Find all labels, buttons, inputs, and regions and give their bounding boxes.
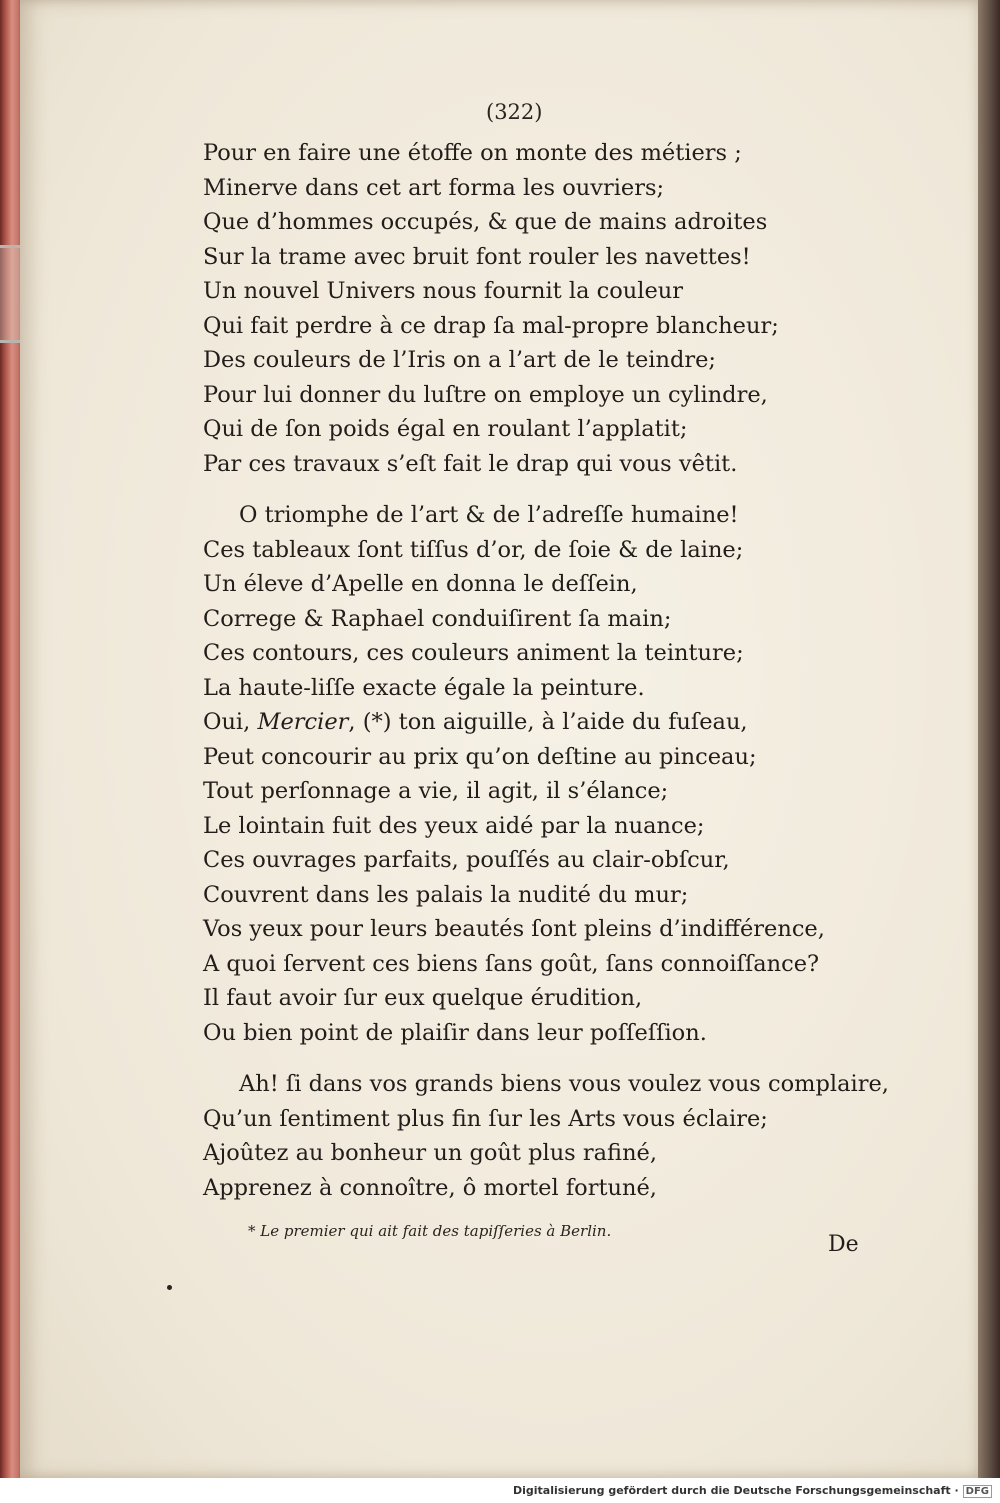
verse-line: Qui fait perdre à ce drap ſa mal-propre blancheur;: [203, 312, 779, 339]
verse-line: A quoi ſervent ces biens ſans goût, ſans connoiſſance?: [203, 950, 820, 977]
verse-line: Correge & Raphael conduiſirent ſa main;: [203, 605, 672, 632]
mercier-name: Mercier: [257, 709, 349, 735]
verse-line: Que d’hommes occupés, & que de mains adroites: [203, 209, 768, 235]
verse-line: Ou bien point de plaiſir dans leur poſſeſſion.: [203, 1019, 707, 1046]
credit-text: Digitalisierung gefördert durch die Deutsche Forschungsgemeinschaft ·: [512, 1484, 959, 1497]
book-page-edges: [0, 0, 22, 1478]
verse-line: Ces contours, ces couleurs animent la teinture;: [203, 640, 744, 666]
verse-line: Vos yeux pour leurs beautés ſont pleins d’indifférence,: [203, 916, 825, 942]
verse-line: La haute-liſſe exacte égale la peinture.: [203, 674, 645, 701]
verse-line: Peut concourir au prix qu’on deſtine au pinceau;: [203, 743, 757, 770]
digitization-credit: [513, 1484, 992, 1498]
verse-line: Il faut avoir ſur eux quelque érudition,: [203, 985, 643, 1011]
dfg-logo: DFG: [963, 1485, 992, 1498]
verse-line: Un éleve d’Apelle en donna le deſſein,: [203, 571, 638, 597]
gutter-shadow: [978, 0, 1000, 1478]
stanza-break: [203, 481, 883, 498]
verse-line: Des couleurs de l’Iris on a l’art de le teindre;: [203, 347, 717, 373]
verse-line: Pour lui donner du luſtre on employe un cylindre,: [203, 381, 768, 408]
verse-line: Ajoûtez au bonheur un goût plus rafiné,: [203, 1140, 658, 1166]
verse-line: Pour en faire une étoffe on monte des métiers ;: [203, 140, 742, 166]
verse-line: Apprenez à connoître, ô mortel fortuné,: [203, 1174, 657, 1201]
verse-line: Minerve dans cet art forma les ouvriers;: [203, 174, 665, 201]
verse-line: Ah! ſi dans vos grands biens vous voulez vous complaire,: [239, 1071, 889, 1097]
verse-line: Qui de ſon poids égal en roulant l’applatit;: [203, 416, 688, 442]
verse-line: Le lointain fuit des yeux aidé par la nuance;: [203, 812, 705, 839]
verse-line: Un nouvel Univers nous fournit la couleur: [203, 278, 684, 304]
stanza-break: [203, 1050, 883, 1067]
page-number: (322): [486, 100, 543, 124]
verse-line: Ces tableaux ſont tiſſus d’or, de ſoie & de laine;: [203, 536, 744, 563]
verse-line: Par ces travaux s’eſt fait le drap qui vous vêtit.: [203, 450, 738, 477]
verse-line: Ces ouvrages parfaits, pouſſés au clair-obſcur,: [203, 847, 730, 873]
mercier-before: Oui,: [203, 709, 258, 735]
verse-line: Qu’un ſentiment plus fin ſur les Arts vous éclaire;: [203, 1105, 768, 1132]
verse-line: Tout perſonnage a vie, il agit, il s’élance;: [203, 778, 669, 804]
catchword: De: [828, 1232, 859, 1257]
footnote: * Le premier qui ait fait des tapiſſeries à Berlin.: [248, 1222, 612, 1240]
ink-spot: [167, 1285, 172, 1290]
verse-line-mercier: [203, 705, 883, 740]
poem-text: [203, 136, 889, 1205]
verse-line: O triomphe de l’art & de l’adreſſe humaine!: [239, 502, 739, 528]
mercier-after: , (*) ton aiguille, à l’aide du fuſeau,: [348, 709, 748, 735]
verse-line: Sur la trame avec bruit font rouler les navettes!: [203, 243, 751, 270]
verse-line: Couvrent dans les palais la nudité du mur;: [203, 881, 689, 908]
